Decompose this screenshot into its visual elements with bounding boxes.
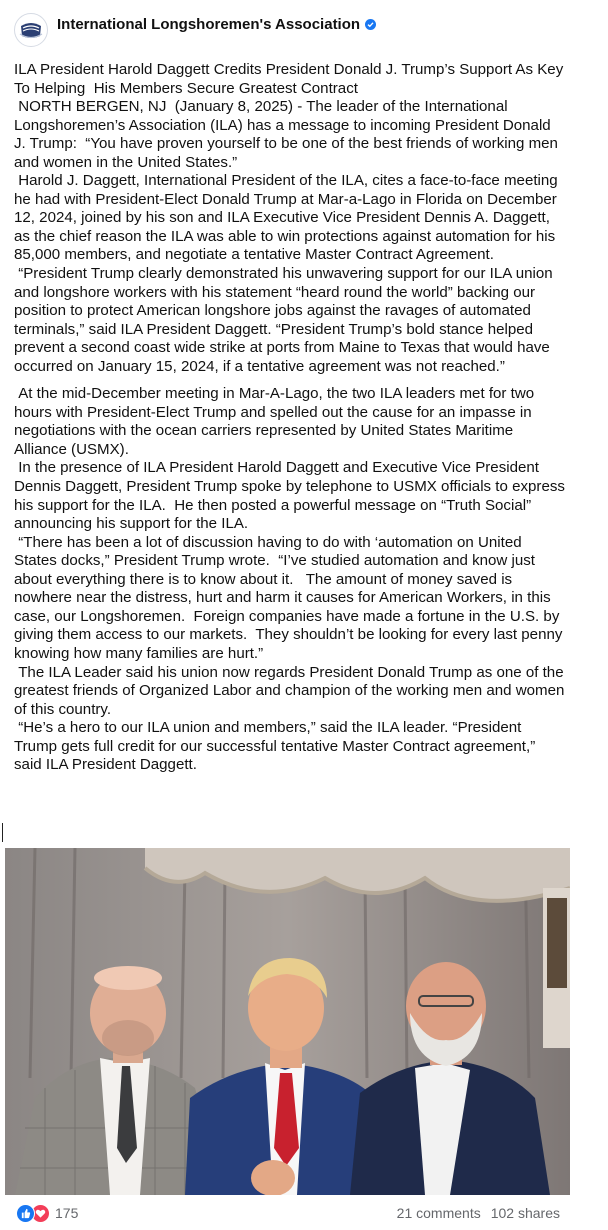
post-photo[interactable] xyxy=(5,848,570,1195)
post-paragraph: The ILA Leader said his union now regards President Donald Trump as one of the greatest friends of Organized Labor and champion of the working men and women of this country. xyxy=(14,663,569,718)
text-cursor xyxy=(2,823,3,842)
verified-badge-icon xyxy=(365,19,376,30)
like-reaction-icon xyxy=(16,1204,35,1223)
post-paragraph: At the mid-December meeting in Mar-A-Lago, the two ILA leaders met for two hours with President-Elect Trump and spelled out the cause for an impasse in negotiations with the ocean carriers represented by United States Maritime Alliance (USMX). xyxy=(14,385,539,458)
post-paragraph: NORTH BERGEN, NJ (January 8, 2025) - The leader of the International Longshoremen’s Association (ILA) has a message to incoming President Donald J. Trump: “You have proven yourself to be one of the best friends of working men and women in the United States.” xyxy=(14,98,563,171)
post-footer xyxy=(16,1200,560,1226)
page-name-link[interactable] xyxy=(57,16,376,33)
post-paragraph: “There has been a lot of discussion having to do with ‘automation on United States docks,” President Trump wrote. “I’ve studied automation and know just about everything there is to know about it. The amount of money saved is nowhere near the distress, hurt and harm it causes for American Workers, in this case, our Longshoremen. Foreign companies have made a fortune in the U.S. by giving them access to our markets. They shouldn’t be looking for every last penny knowing how many families are hurt.” xyxy=(14,533,567,662)
group-photo-image xyxy=(5,848,570,1195)
post-body xyxy=(14,61,570,775)
post-paragraph: In the presence of ILA President Harold Daggett and Executive Vice President Dennis Daggett, President Trump spoke by telephone to USMX officials to express his support for the ILA. He then posted a powerful message on “Truth Social” announcing his support for the ILA. xyxy=(14,459,570,533)
post-paragraph: Harold J. Daggett, International President of the ILA, cites a face-to-face meeting he had with President-Elect Donald Trump at Mar-a-Lago in Florida on December 12, 2024, joined by his son and ILA Executive Vice President Dennis A. Daggett, as the chief reason the ILA was able to win protections against automation for his 85,000 members, and negotiate a tentative Master Contract Agreement. xyxy=(14,172,562,264)
post-paragraph: “He’s a hero to our ILA union and members,” said the ILA leader. “President Trump gets full credit for our successful tentative Master Contract agreement,” said ILA President Daggett. xyxy=(14,719,540,774)
page-avatar[interactable] xyxy=(14,13,48,47)
reactions-summary[interactable] xyxy=(16,1204,78,1223)
comments-link[interactable]: 21 comments xyxy=(396,1205,481,1221)
post-title: ILA President Harold Daggett Credits President Donald J. Trump’s Support As Key To Helping His Members Secure Greatest Contract xyxy=(14,61,568,97)
ila-logo-icon xyxy=(17,16,45,44)
post-paragraph: “President Trump clearly demonstrated his unwavering support for our ILA union and longshore workers with his statement “heard round the world” backing our position to protect American longshore jobs against the ravages of automated terminals,” said ILA President Daggett. “President Trump’s bold stance helped prevent a second coast wide strike at ports from Maine to Texas that would have occurred on January 15, 2024, if a tentative agreement was not reached.” xyxy=(14,265,557,375)
reaction-count: 175 xyxy=(55,1205,79,1221)
shares-link[interactable]: 102 shares xyxy=(490,1205,560,1221)
post-header xyxy=(14,12,376,48)
page-name-text[interactable]: International Longshoremen's Association xyxy=(57,15,361,33)
